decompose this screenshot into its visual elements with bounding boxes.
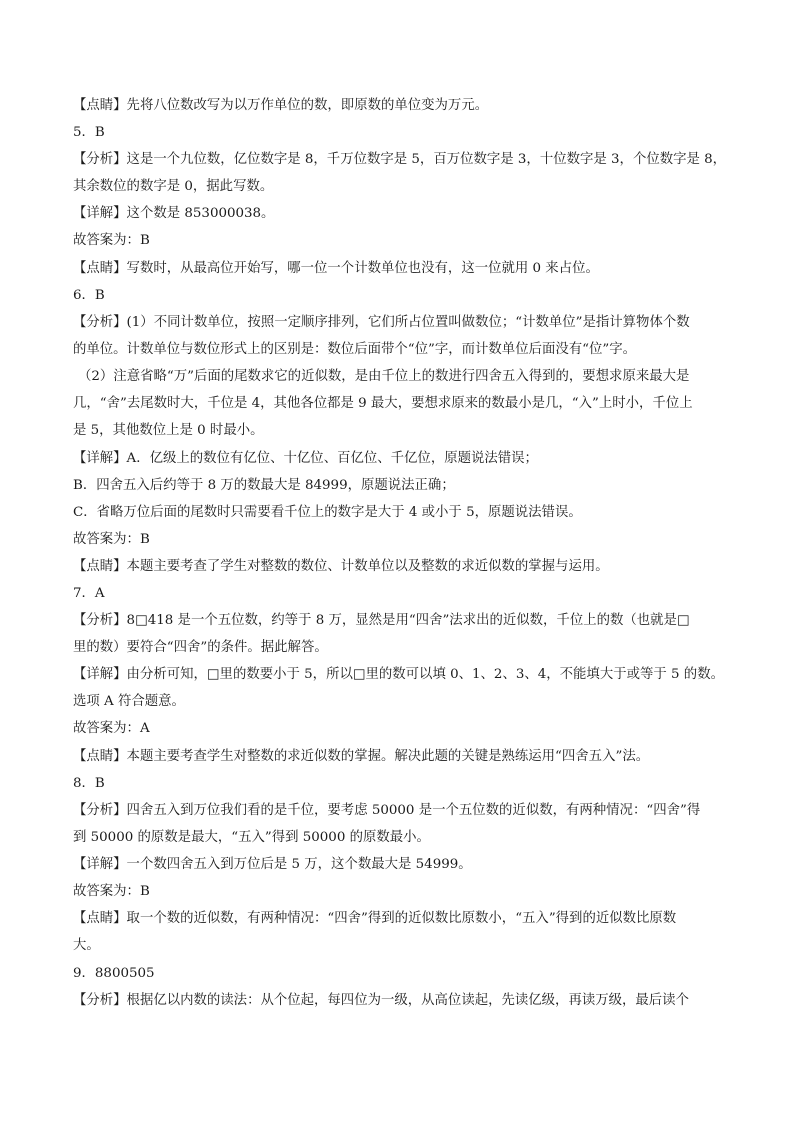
question-number: 6．B bbox=[73, 288, 105, 303]
text-line: 【详解】由分析可知，□里的数要小于 5，所以□里的数可以填 0、1、2、3、4，不能填大于或等于 5 的数。 bbox=[73, 667, 724, 682]
answer-line: 故答案为：A bbox=[73, 721, 150, 736]
text-line: 【点睛】先将八位数改写为以万作单位的数，即原数的单位变为万元。 bbox=[73, 98, 489, 113]
text-line: 【详解】A．亿级上的数位有亿位、十亿位、百亿位、千亿位，原题说法错误； bbox=[73, 451, 538, 466]
question-number: 9．8800505 bbox=[73, 966, 155, 981]
text-line: C．省略万位后面的尾数时只需要看千位上的数字是大于 4 或小于 5，原题说法错误。 bbox=[73, 505, 582, 520]
text-line: 【分析】四舍五入到万位我们看的是千位，要考虑 50000 是一个五位数的近似数，有两种情况：“四舍”得 bbox=[73, 803, 701, 818]
text-line: 【分析】这是一个九位数，亿位数字是 8，千万位数字是 5，百万位数字是 3，十位数字是 3，个位数字是 8， bbox=[73, 152, 727, 167]
text-line: 【点睛】本题主要考查学生对整数的求近似数的掌握。解决此题的关键是熟练运用“四舍五入”法。 bbox=[73, 749, 650, 764]
text-line: 【点睛】写数时，从最高位开始写，哪一位一个计数单位也没有，这一位就用 0 来占位。 bbox=[73, 261, 599, 276]
question-number: 5．B bbox=[73, 125, 105, 140]
text-line: 选项 A 符合题意。 bbox=[73, 694, 185, 709]
answer-line: 故答案为：B bbox=[73, 884, 150, 899]
text-line: 【分析】(1）不同计数单位，按照一定顺序排列，它们所占位置叫做数位；“计数单位”是指计算物体个数 bbox=[73, 315, 690, 330]
question-number: 8．B bbox=[73, 776, 105, 791]
text-line: 【分析】根据亿以内数的读法：从个位起，每四位为一级，从高位读起，先读亿级，再读万级，最后读个 bbox=[73, 993, 689, 1008]
text-line: 几，“舍”去尾数时大，千位是 4，其他各位都是 9 最大，要想求原来的数最小是几，“入”上时小，千位上 bbox=[73, 396, 693, 411]
text-line: 其余数位的数字是 0，据此写数。 bbox=[73, 179, 274, 194]
text-line: 【详解】一个数四舍五入到万位后是 5 万，这个数最大是 54999。 bbox=[73, 857, 472, 872]
answer-line: 故答案为：B bbox=[73, 233, 150, 248]
text-line: 【详解】这个数是 853000038。 bbox=[73, 206, 275, 221]
text-line: 【点睛】本题主要考查了学生对整数的数位、计数单位以及整数的求近似数的掌握与运用。 bbox=[73, 559, 609, 574]
text-line: B．四舍五入后约等于 8 万的数最大是 84999，原题说法正确； bbox=[73, 478, 455, 493]
text-line: 里的数）要符合“四舍”的条件。据此解答。 bbox=[73, 640, 328, 655]
answer-line: 故答案为：B bbox=[73, 532, 150, 547]
text-line: 的单位。计数单位与数位形式上的区别是：数位后面带个“位”字，而计数单位后面没有“位”字。 bbox=[73, 342, 637, 357]
text-line: 到 50000 的原数是最大，“五入”得到 50000 的原数最小。 bbox=[73, 830, 430, 845]
text-line: 是 5，其他数位上是 0 时最小。 bbox=[73, 423, 264, 438]
text-line: 【分析】8□418 是一个五位数，约等于 8 万，显然是用“四舍”法求出的近似数，千位上的数（也就是□ bbox=[73, 613, 690, 628]
text-line: （2）注意省略“万”后面的尾数求它的近似数，是由千位上的数进行四舍五入得到的，要想求原来最大是 bbox=[78, 369, 690, 384]
text-line: 【点睛】取一个数的近似数，有两种情况：“四舍”得到的近似数比原数小，“五入”得到的近似数比原数 bbox=[73, 911, 677, 926]
text-line: 大。 bbox=[73, 938, 100, 953]
question-number: 7．A bbox=[73, 586, 105, 601]
